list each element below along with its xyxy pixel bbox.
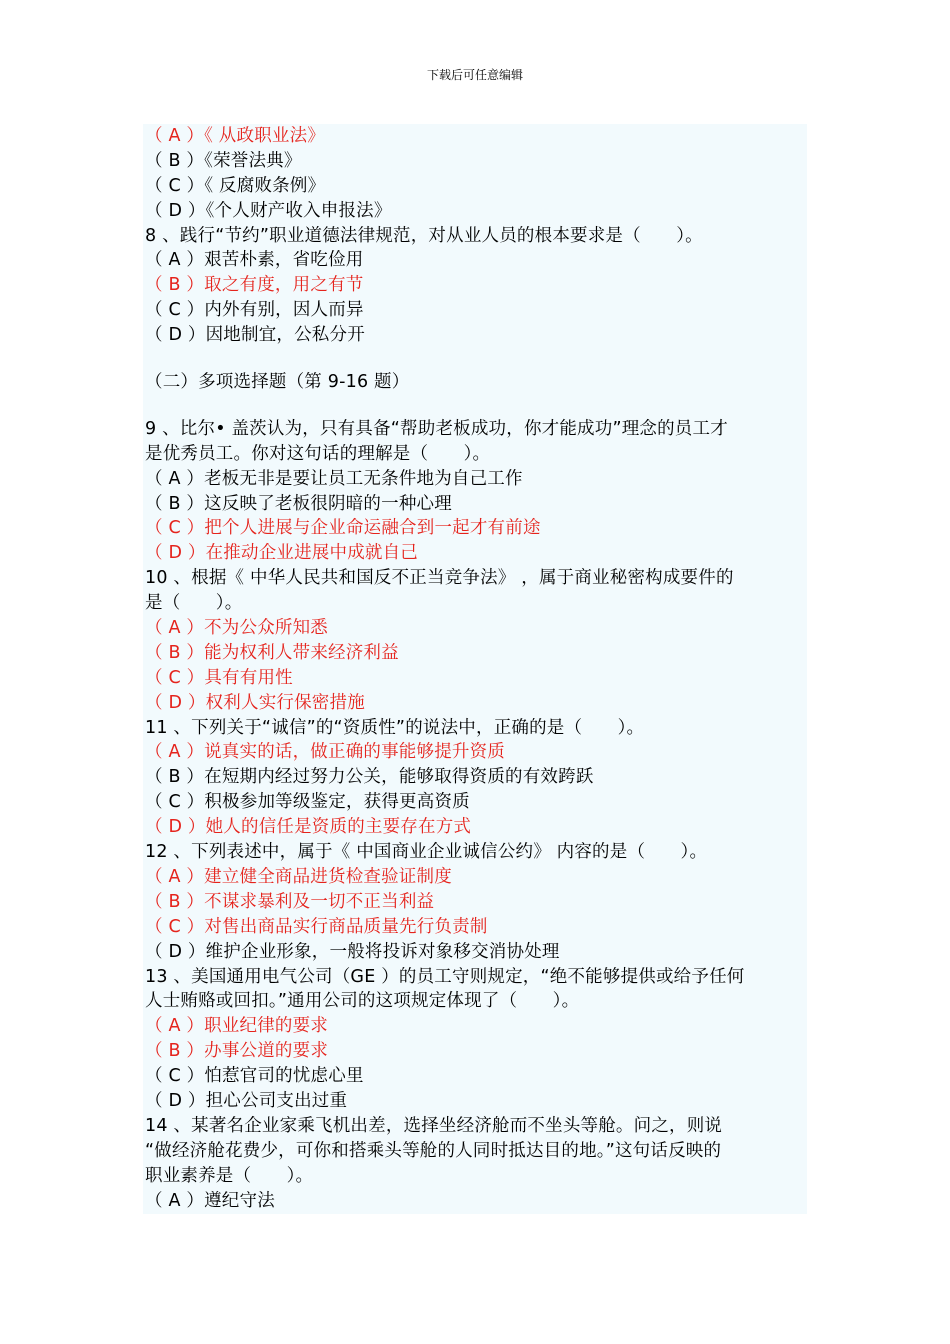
- text-line: （ A ）不为公众所知悉: [145, 618, 328, 639]
- text-line: （ B ）办事公道的要求: [145, 1041, 329, 1062]
- question-text: [145, 124, 807, 1213]
- text-line: （ D ）她人的信任是资质的主要存在方式: [145, 817, 472, 838]
- text-line: （ C ）怕惹官司的忧虑心里: [145, 1066, 364, 1087]
- blank-line: [145, 348, 807, 370]
- text-line: 8 、践行“节约”职业道德法律规范，对从业人员的根本要求是（ ）。: [145, 225, 703, 246]
- text-line: （ D ）担心公司支出过重: [145, 1090, 348, 1111]
- text-line: （ A ）职业纪律的要求: [145, 1016, 328, 1037]
- text-line: 10 、根据《 中华人民共和国反不正当竞争法》 ，属于商业秘密构成要件的: [145, 568, 734, 589]
- text-line: （ B ）能为权利人带来经济利益: [145, 642, 399, 663]
- text-line: 是优秀员工。你对这句话的理解是（ ）。: [145, 443, 491, 464]
- text-line: （ B ）取之有度，用之有节: [145, 275, 364, 296]
- text-line: （ B ）这反映了老板很阴暗的一种心理: [145, 493, 452, 514]
- text-line: （ A ）建立健全商品进货检查验证制度: [145, 866, 452, 887]
- text-line: 人士贿赂或回扣。”通用公司的这项规定体现了（ ）。: [145, 991, 580, 1012]
- text-line: 9 、比尔• 盖茨认为，只有具备“帮助老板成功，你才能成功”理念的员工才: [145, 418, 728, 439]
- text-line: 职业素养是（ ）。: [145, 1165, 314, 1186]
- blank-line: [145, 395, 807, 417]
- text-line: （ D ）维护企业形象，一般将投诉对象移交消协处理: [145, 941, 560, 962]
- text-line: “做经济舱花费少，可你和搭乘头等舱的人同时抵达目的地。”这句话反映的: [145, 1140, 722, 1161]
- text-line: （ A ）《 从政职业法》: [145, 126, 326, 146]
- page-header: 下载后可任意编辑: [426, 68, 523, 82]
- text-line: 是（ ）。: [145, 593, 243, 614]
- text-line: （ A ）遵纪守法: [145, 1190, 275, 1211]
- text-line: （ A ）艰苦朴素，省吃俭用: [145, 250, 364, 271]
- text-line: 13 、美国通用电气公司（GE ）的员工守则规定，“绝不能够提供或给予任何: [145, 966, 745, 987]
- text-line: （ A ）说真实的话，做正确的事能够提升资质: [145, 742, 505, 763]
- text-line: （ B ）不谋求暴利及一切不正当利益: [145, 891, 435, 912]
- text-line: （ B ）《荣誉法典》: [145, 150, 302, 171]
- text-line: 12 、下列表述中，属于《 中国商业企业诚信公约》 内容的是（ ）。: [145, 842, 708, 863]
- text-line: （ C ）《 反腐败条例》: [145, 175, 326, 196]
- text-line: （ D ）权利人实行保密措施: [145, 692, 365, 713]
- text-line: 14 、某著名企业家乘飞机出差，选择坐经济舱而不坐头等舱。问之，则说: [145, 1115, 723, 1136]
- text-line: （ C ）积极参加等级鉴定，获得更高资质: [145, 792, 470, 813]
- text-line: （ D ）《个人财产收入申报法》: [145, 200, 392, 221]
- text-line: （ D ）因地制宜，公私分开: [145, 325, 365, 346]
- text-line: （ C ）对售出商品实行商品质量先行负责制: [145, 916, 488, 937]
- text-line: （ C ）把个人进展与企业命运融合到一起才有前途: [145, 518, 541, 539]
- text-line: （ C ）内外有别，因人而异: [145, 300, 364, 321]
- text-line: （ B ）在短期内经过努力公关，能够取得资质的有效跨跃: [145, 767, 594, 788]
- text-line: （ A ）老板无非是要让员工无条件地为自己工作: [145, 468, 523, 489]
- text-line: （二）多项选择题（第 9-16 题）: [145, 372, 410, 393]
- text-line: （ D ）在推动企业进展中成就自己: [145, 543, 418, 564]
- text-line: （ C ）具有有用性: [145, 667, 293, 688]
- text-line: 11 、下列关于“诚信”的“资质性”的说法中，正确的是（ ）。: [145, 717, 645, 738]
